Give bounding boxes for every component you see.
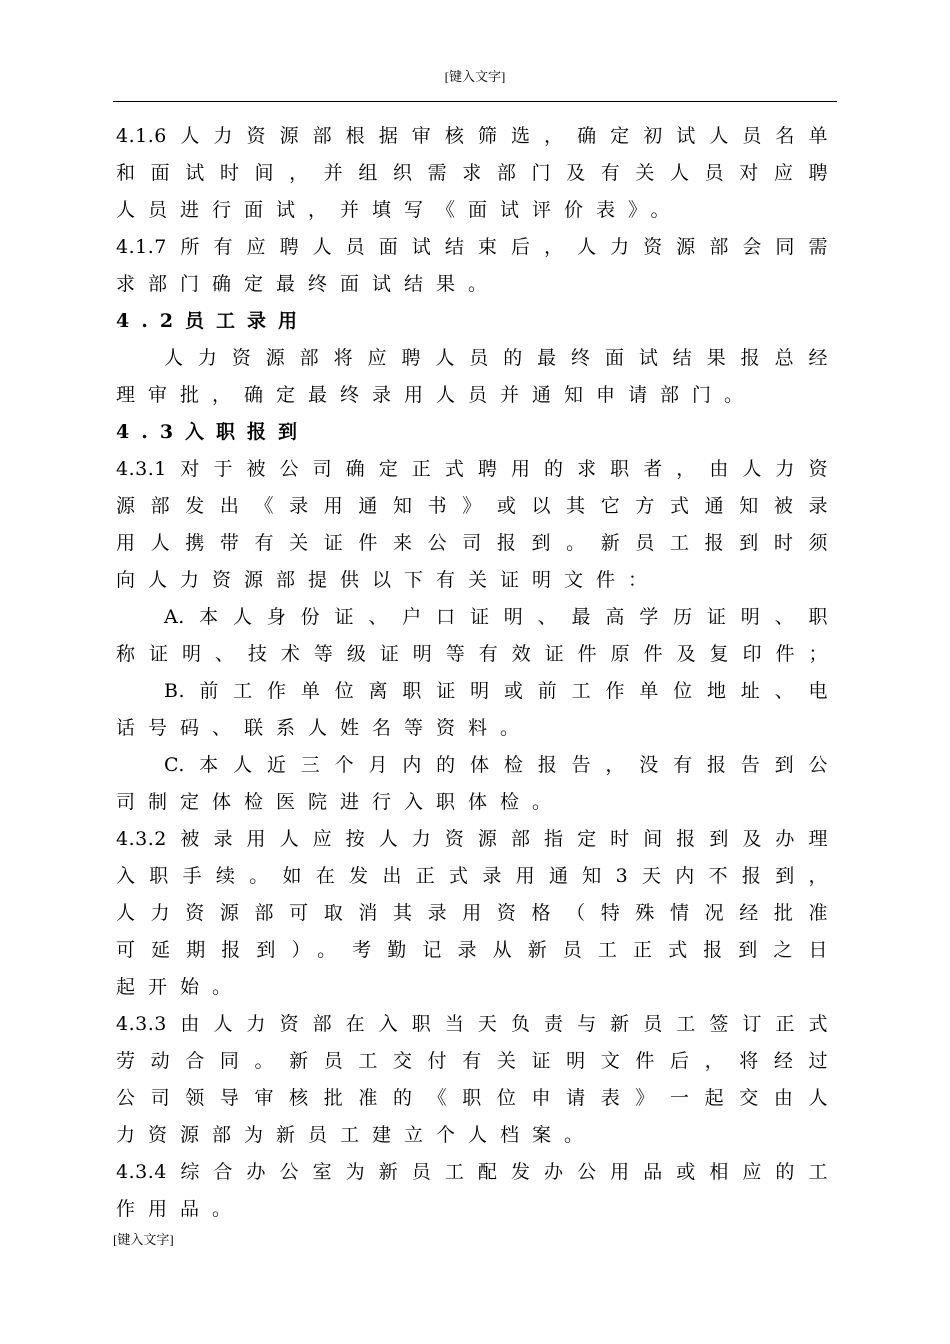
text-line: 理审批，确定最终录用人员并通知申请部门。 [116, 384, 757, 406]
text-line: 公司领导审核批准的《职位申请表》一起交由人 [116, 1087, 828, 1109]
text-line: 话号码、联系人姓名等资料。 [116, 717, 533, 739]
text-line: 人员进行面试，并填写《面试评价表》。 [116, 199, 683, 221]
text-line: 求部门确定最终面试结果。 [116, 273, 501, 295]
text-line: 4.3.4综合办公室为新员工配发办公用品或相应的工 [116, 1161, 828, 1183]
text-line: 力资源部为新员工建立个人档案。 [116, 1124, 597, 1146]
document-body [116, 118, 828, 1228]
text-line: 4.3.2被录用人应按人力资源部指定时间报到及办理 [116, 828, 828, 850]
text-line: 人力资源部可取消其录用资格（特殊情况经批准 [116, 902, 828, 924]
page-header: [键入文字] [444, 69, 506, 84]
text-line: 4.3.3由人力资部在入职当天负责与新员工签订正式 [116, 1013, 828, 1035]
text-line: 作用品。 [116, 1198, 245, 1220]
text-line: 可延期报到）。考勤记录从新员工正式报到之日 [116, 939, 828, 961]
text-line: 称证明、技术等级证明等有效证件原件及复印件； [116, 643, 828, 665]
text-line: 起开始。 [116, 976, 245, 998]
page-footer: [键入文字] [113, 1232, 174, 1247]
text-line: 4.1.7所有应聘人员面试结束后，人力资源部会同需 [116, 236, 828, 258]
text-line: 入职手续。如在发出正式录用通知3天内不报到， [116, 865, 828, 887]
text-line: 和面试时间，并组织需求部门及有关人员对应聘 [116, 162, 828, 184]
text-line: 4.1.6人力资源部根据审核筛选，确定初试人员名单 [116, 125, 828, 147]
text-line: 4.3.1对于被公司确定正式聘用的求职者，由人力资 [116, 458, 828, 480]
header-rule [113, 101, 837, 102]
text-line: 源部发出《录用通知书》或以其它方式通知被录 [116, 495, 828, 517]
text-line: 劳动合同。新员工交付有关证明文件后，将经过 [116, 1050, 828, 1072]
text-line: A.本人身份证、户口证明、最高学历证明、职 [164, 606, 828, 628]
text-line: 人力资源部将应聘人员的最终面试结果报总经 [164, 347, 828, 369]
section-heading: 4.2员工录用 [116, 310, 310, 332]
text-line: 司制定体检医院进行入职体检。 [116, 791, 565, 813]
text-line: 用人携带有关证件来公司报到。新员工报到时须 [116, 532, 828, 554]
text-line: B.前工作单位离职证明或前工作单位地址、电 [164, 680, 828, 702]
section-heading: 4.3入职报到 [116, 421, 310, 443]
text-line: C.本人近三个月内的体检报告，没有报告到公 [164, 754, 828, 776]
text-line: 向人力资源部提供以下有关证明文件： [116, 569, 661, 591]
